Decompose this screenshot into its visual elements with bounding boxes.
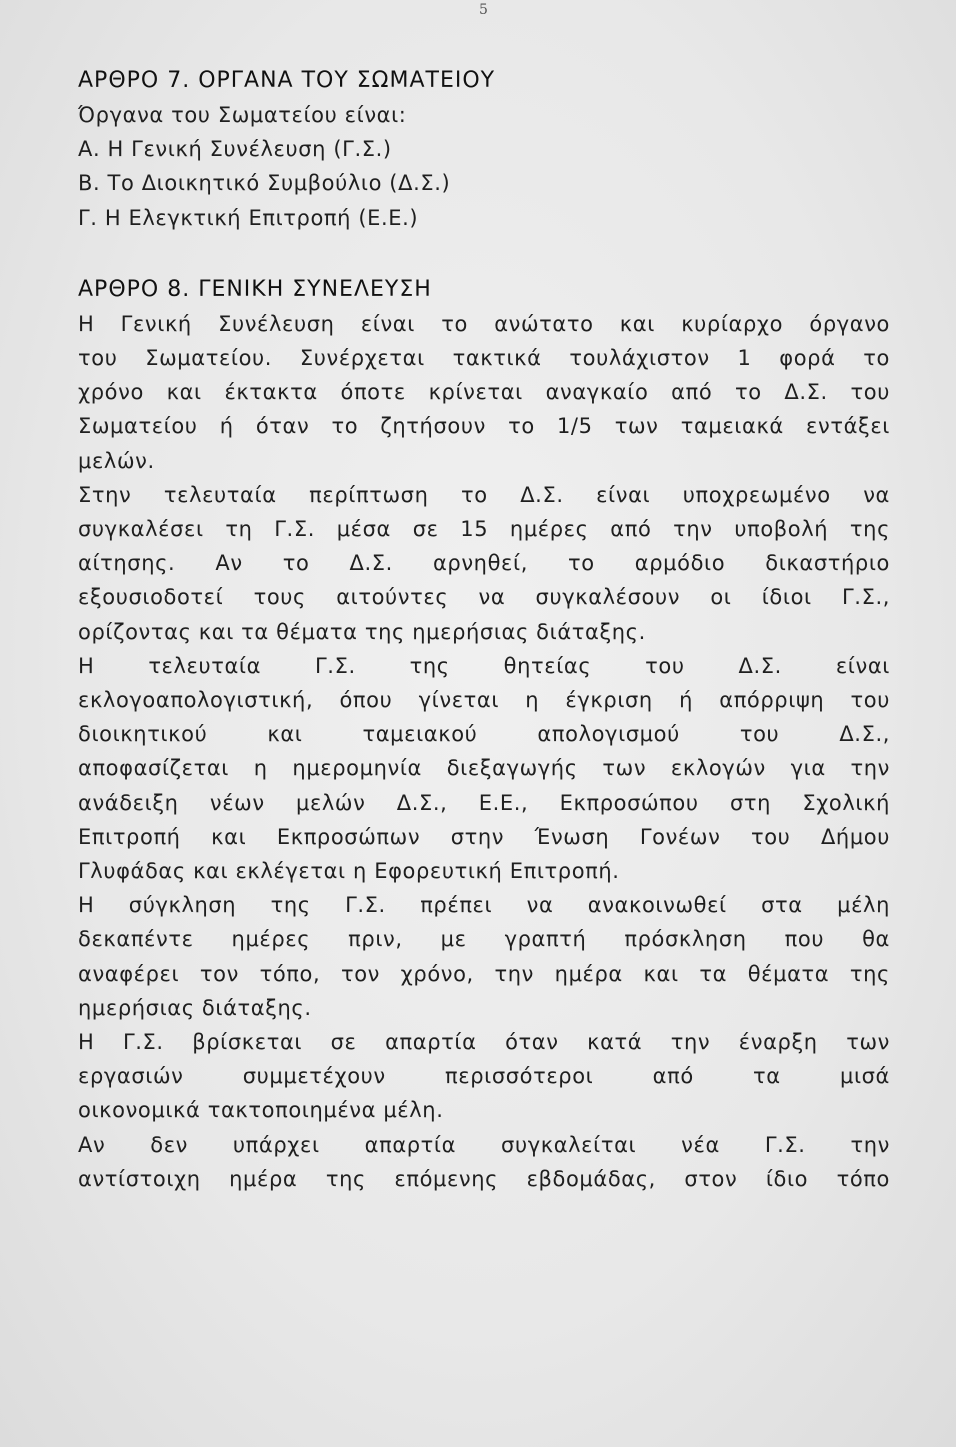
article-8-line: Επιτροπή και Εκπροσώπων στην Ένωση Γονέων του Δήμου xyxy=(78,824,890,849)
article-8-line: συγκαλέσει τη Γ.Σ. μέσα σε 15 ημέρες από την υποβολή της xyxy=(78,517,890,542)
article-7-item-a: Α. Η Γενική Συνέλευση (Γ.Σ.) xyxy=(78,137,392,162)
article-8-line: ημερήσιας διάταξης. xyxy=(78,995,312,1020)
article-8-line: Η σύγκληση της Γ.Σ. πρέπει να ανακοινωθεί στα μέλη xyxy=(78,893,890,918)
article-8-line: αποφασίζεται η ημερομηνία διεξαγωγής των εκλογών για την xyxy=(78,756,890,781)
article-8-line: Στην τελευταία περίπτωση το Δ.Σ. είναι υποχρεωμένο να xyxy=(78,482,890,507)
article-7-item-b: Β. Το Διοικητικό Συμβούλιο (Δ.Σ.) xyxy=(78,171,451,196)
article-8-line: δεκαπέντε ημέρες πριν, με γραπτή πρόσκληση που θα xyxy=(78,927,890,952)
article-8-line: Σωματείου ή όταν το ζητήσουν το 1/5 των ταμειακά εντάξει xyxy=(78,414,890,439)
document-body xyxy=(78,64,890,1196)
article-7-item-c: Γ. Η Ελεγκτική Επιτροπή (Ε.Ε.) xyxy=(78,205,419,230)
article-8-line: εξουσιοδοτεί τους αιτούντες να συγκαλέσουν οι ίδιοι Γ.Σ., xyxy=(78,585,890,610)
article-8-line: χρόνο και έκτακτα όποτε κρίνεται αναγκαίο από το Δ.Σ. του xyxy=(78,380,890,405)
article-8-line: Αν δεν υπάρχει απαρτία συγκαλείται νέα Γ.Σ. την xyxy=(78,1132,890,1157)
article-8-line: εργασιών συμμετέχουν περισσότεροι από τα μισά xyxy=(78,1064,890,1089)
article-8-heading: ΑΡΘΡΟ 8. ΓΕΝΙΚΗ ΣΥΝΕΛΕΥΣΗ xyxy=(78,276,432,302)
article-8-line: Η Γ.Σ. βρίσκεται σε απαρτία όταν κατά την έναρξη των xyxy=(78,1030,890,1055)
article-8-line: οικονομικά τακτοποιημένα μέλη. xyxy=(78,1098,444,1123)
page-number: 5 xyxy=(479,2,488,18)
article-7-intro: Όργανα του Σωματείου είναι: xyxy=(78,103,407,127)
article-8-line: ανάδειξη νέων μελών Δ.Σ., Ε.Ε., Εκπροσώπου στη Σχολική xyxy=(78,790,890,815)
article-8-line: αίτησης. Αν το Δ.Σ. αρνηθεί, το αρμόδιο δικαστήριο xyxy=(78,551,890,576)
article-8-line: του Σωματείου. Συνέρχεται τακτικά τουλάχιστον 1 φορά το xyxy=(78,346,890,371)
article-8-line: διοικητικού και ταμειακού απολογισμού του Δ.Σ., xyxy=(78,722,890,747)
article-8-line: Γλυφάδας και εκλέγεται η Εφορευτική Επιτροπή. xyxy=(78,859,620,884)
article-8-line: αναφέρει τον τόπο, τον χρόνο, την ημέρα και τα θέματα της xyxy=(78,961,890,986)
article-8-line: αντίστοιχη ημέρα της επόμενης εβδομάδας, στον ίδιο τόπο xyxy=(78,1166,890,1191)
article-7-heading: ΑΡΘΡΟ 7. ΟΡΓΑΝΑ ΤΟΥ ΣΩΜΑΤΕΙΟΥ xyxy=(78,68,496,93)
article-8-line: ορίζοντας και τα θέματα της ημερήσιας διάταξης. xyxy=(78,619,646,644)
article-8-line: μελών. xyxy=(78,448,155,473)
article-8-line: Η τελευταία Γ.Σ. της θητείας του Δ.Σ. είναι xyxy=(78,653,890,678)
article-8-line: Η Γενική Συνέλευση είναι το ανώτατο και κυρίαρχο όργανο xyxy=(78,311,890,336)
section-spacer xyxy=(78,235,890,273)
article-8-line: εκλογοαπολογιστική, όπου γίνεται η έγκριση ή απόρριψη του xyxy=(78,688,890,713)
